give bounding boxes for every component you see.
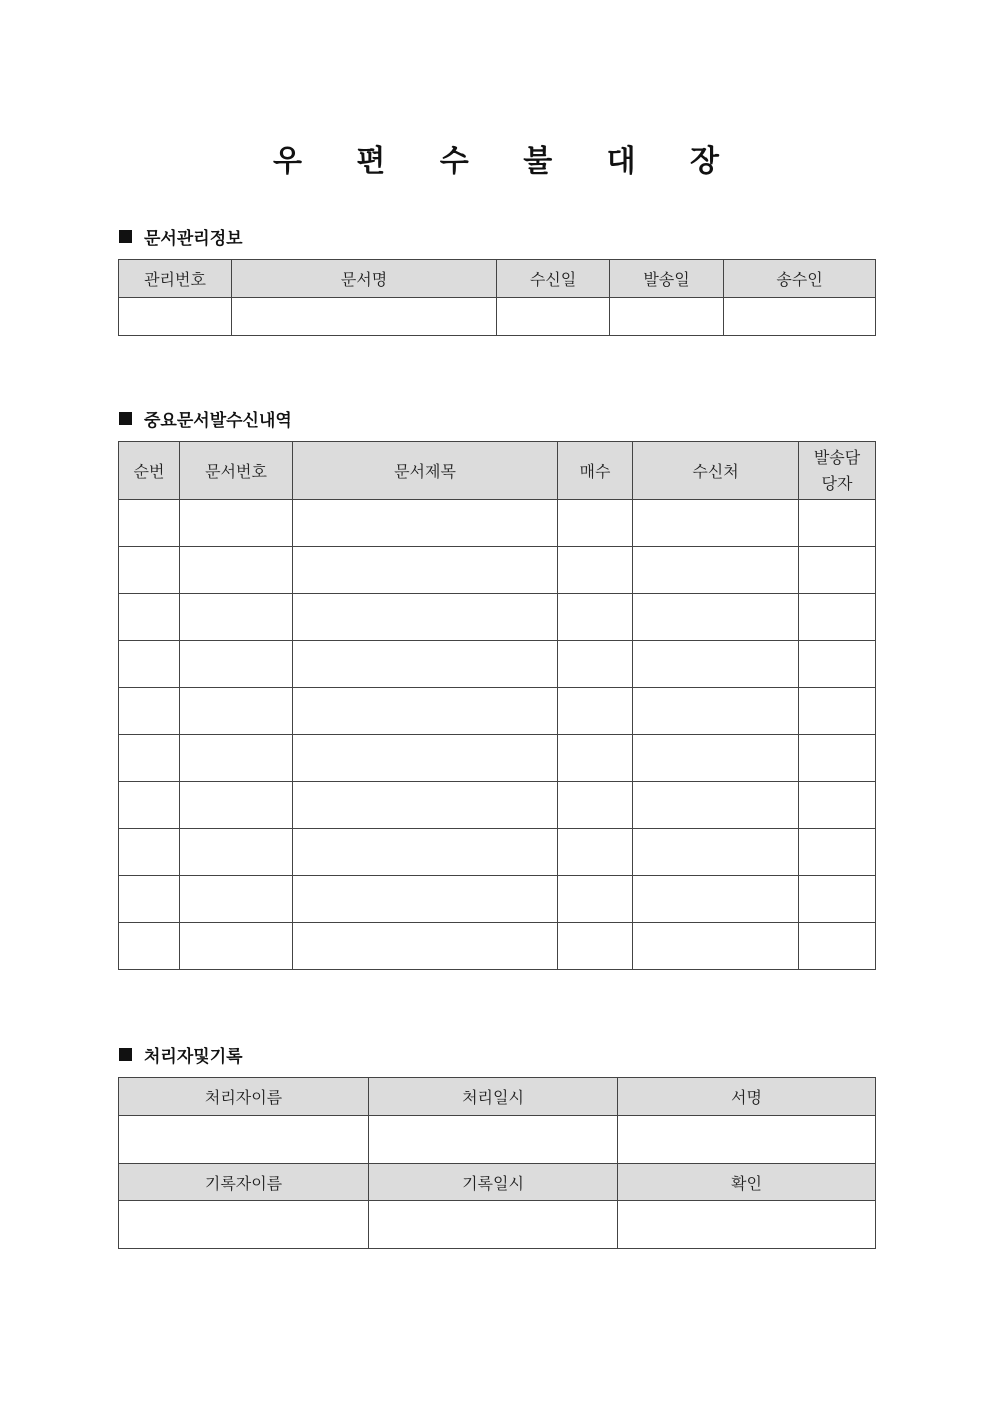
cell[interactable] — [119, 500, 180, 547]
table-row — [119, 782, 876, 829]
cell[interactable] — [799, 641, 876, 688]
cell[interactable] — [558, 688, 633, 735]
cell[interactable] — [119, 735, 180, 782]
table-row — [119, 923, 876, 970]
cell[interactable] — [293, 876, 558, 923]
header-page-count: 매수 — [558, 442, 633, 500]
page-title: 우 편 수 불 대 장 — [272, 144, 742, 179]
cell[interactable] — [180, 782, 293, 829]
cell[interactable] — [633, 688, 799, 735]
cell[interactable] — [180, 547, 293, 594]
cell[interactable] — [633, 735, 799, 782]
cell[interactable] — [799, 829, 876, 876]
cell[interactable] — [799, 735, 876, 782]
header-sequence: 순번 — [119, 442, 180, 500]
cell[interactable] — [558, 923, 633, 970]
table-row — [119, 594, 876, 641]
cell-confirmation[interactable] — [618, 1201, 876, 1249]
cell[interactable] — [293, 688, 558, 735]
square-bullet-icon — [119, 230, 132, 243]
square-bullet-icon — [119, 1048, 132, 1061]
cell[interactable] — [558, 829, 633, 876]
cell[interactable] — [180, 500, 293, 547]
header-sender-receiver: 송수인 — [724, 260, 876, 298]
cell[interactable] — [119, 829, 180, 876]
cell[interactable] — [633, 876, 799, 923]
cell[interactable] — [558, 641, 633, 688]
cell[interactable] — [293, 735, 558, 782]
cell[interactable] — [633, 829, 799, 876]
header-line: 발송담 — [813, 447, 861, 467]
cell[interactable] — [558, 876, 633, 923]
cell[interactable] — [119, 641, 180, 688]
cell[interactable] — [558, 594, 633, 641]
cell[interactable] — [293, 594, 558, 641]
cell[interactable] — [799, 876, 876, 923]
header-sender-in-charge — [799, 442, 876, 500]
cell[interactable] — [119, 876, 180, 923]
cell-recording-datetime[interactable] — [369, 1201, 618, 1249]
cell-received-date[interactable] — [497, 298, 610, 336]
section-heading-processor-records — [119, 1042, 243, 1067]
cell[interactable] — [633, 641, 799, 688]
cell[interactable] — [293, 547, 558, 594]
cell[interactable] — [633, 594, 799, 641]
cell[interactable] — [799, 594, 876, 641]
cell-processor-name[interactable] — [119, 1116, 369, 1164]
cell-recorder-name[interactable] — [119, 1201, 369, 1249]
cell-sent-date[interactable] — [610, 298, 724, 336]
cell[interactable] — [558, 735, 633, 782]
header-line: 당자 — [821, 473, 853, 493]
table-row — [119, 876, 876, 923]
header-processor-name: 처리자이름 — [119, 1078, 369, 1116]
cell[interactable] — [558, 500, 633, 547]
table-row — [119, 547, 876, 594]
header-document-number: 문서번호 — [180, 442, 293, 500]
cell[interactable] — [119, 547, 180, 594]
section-heading-important-documents — [119, 406, 292, 431]
cell-signature[interactable] — [618, 1116, 876, 1164]
cell[interactable] — [119, 594, 180, 641]
cell[interactable] — [119, 923, 180, 970]
table-row — [119, 829, 876, 876]
cell-sender-receiver[interactable] — [724, 298, 876, 336]
cell[interactable] — [293, 500, 558, 547]
cell[interactable] — [799, 782, 876, 829]
cell[interactable] — [799, 688, 876, 735]
cell[interactable] — [633, 782, 799, 829]
important-documents-body — [119, 500, 876, 970]
document-info-table — [118, 259, 876, 336]
cell[interactable] — [558, 782, 633, 829]
cell[interactable] — [180, 594, 293, 641]
cell[interactable] — [633, 500, 799, 547]
table-row — [119, 735, 876, 782]
cell[interactable] — [180, 829, 293, 876]
header-document-title: 문서제목 — [293, 442, 558, 500]
table-row — [119, 641, 876, 688]
cell[interactable] — [799, 547, 876, 594]
cell-processing-datetime[interactable] — [369, 1116, 618, 1164]
cell[interactable] — [799, 923, 876, 970]
cell-document-name[interactable] — [232, 298, 497, 336]
table-row — [119, 688, 876, 735]
cell[interactable] — [293, 829, 558, 876]
cell[interactable] — [799, 500, 876, 547]
section-heading-label: 처리자및기록 — [144, 1047, 243, 1067]
header-received-date: 수신일 — [497, 260, 610, 298]
header-recording-datetime: 기록일시 — [369, 1164, 618, 1201]
cell[interactable] — [180, 735, 293, 782]
header-recorder-name: 기록자이름 — [119, 1164, 369, 1201]
table-row — [119, 500, 876, 547]
processor-records-table — [118, 1077, 876, 1249]
cell[interactable] — [633, 547, 799, 594]
header-document-name: 문서명 — [232, 260, 497, 298]
square-bullet-icon — [119, 412, 132, 425]
cell[interactable] — [293, 641, 558, 688]
section-heading-document-info — [119, 224, 243, 249]
cell[interactable] — [293, 782, 558, 829]
cell-management-number[interactable] — [119, 298, 232, 336]
header-confirmation: 확인 — [618, 1164, 876, 1201]
header-management-number: 관리번호 — [119, 260, 232, 298]
header-processing-datetime: 처리일시 — [369, 1078, 618, 1116]
important-documents-table — [118, 441, 876, 970]
cell[interactable] — [180, 923, 293, 970]
cell[interactable] — [633, 923, 799, 970]
cell[interactable] — [180, 688, 293, 735]
header-signature: 서명 — [618, 1078, 876, 1116]
section-heading-label: 문서관리정보 — [144, 229, 243, 249]
cell[interactable] — [119, 688, 180, 735]
header-sent-date: 발송일 — [610, 260, 724, 298]
cell[interactable] — [180, 876, 293, 923]
header-recipient: 수신처 — [633, 442, 799, 500]
cell[interactable] — [293, 923, 558, 970]
cell[interactable] — [180, 641, 293, 688]
section-heading-label: 중요문서발수신내역 — [144, 411, 292, 431]
cell[interactable] — [558, 547, 633, 594]
cell[interactable] — [119, 782, 180, 829]
